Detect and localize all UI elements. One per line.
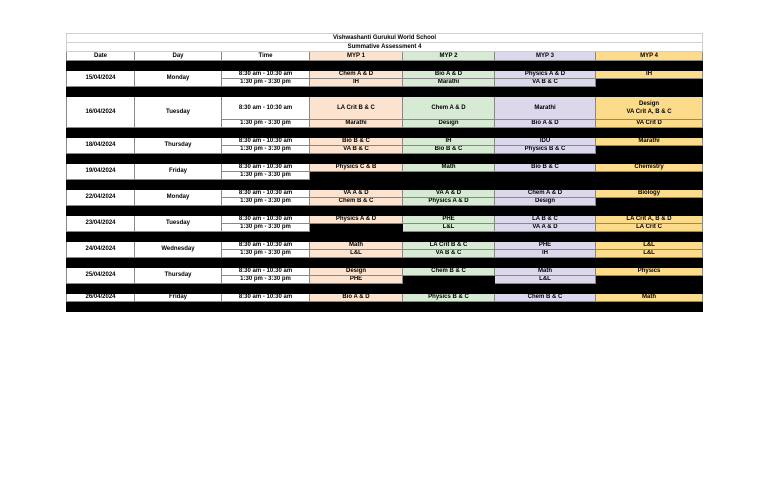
empty-cell — [596, 276, 703, 284]
exam-cell: Chem A & D — [403, 97, 495, 120]
exam-cell: VA B & C — [310, 146, 403, 154]
exam-cell: Physics A & D — [403, 198, 495, 206]
exam-cell: Biology — [596, 190, 703, 198]
exam-cell: Physics B & C — [495, 146, 596, 154]
exam-cell: L&L — [596, 242, 703, 250]
exam-cell: Design — [403, 120, 495, 128]
empty-cell — [310, 172, 403, 180]
assessment-title: Summative Assessment 4 — [67, 43, 703, 52]
date-cell: 15/04/2024 — [67, 71, 135, 87]
exam-cell: Bio B & C — [495, 164, 596, 172]
exam-cell: VA B & C — [495, 79, 596, 87]
day-cell: Thursday — [135, 138, 222, 154]
day-cell: Wednesday — [135, 242, 222, 258]
exam-cell: Bio A & D — [310, 294, 403, 302]
time-cell: 8:30 am - 10:30 am — [222, 97, 310, 120]
exam-cell: IH — [495, 250, 596, 258]
separator-row — [67, 232, 703, 242]
date-cell: 16/04/2024 — [67, 97, 135, 128]
exam-cell: Physics C & B — [310, 164, 403, 172]
time-cell: 1:30 pm - 3:30 pm — [222, 120, 310, 128]
separator-row — [67, 302, 703, 312]
exam-cell: Physics B & C — [403, 294, 495, 302]
exam-cell: Bio A & D — [495, 120, 596, 128]
table-row — [67, 242, 703, 250]
table-row — [67, 138, 703, 146]
exam-cell: IH — [403, 138, 495, 146]
separator-bar — [67, 61, 703, 71]
empty-cell — [596, 172, 703, 180]
separator-row — [67, 61, 703, 71]
time-cell: 8:30 am - 10:30 am — [222, 242, 310, 250]
exam-cell: LA Crit A, B & D — [596, 216, 703, 224]
header-time: Time — [222, 52, 310, 61]
exam-cell: VA A & D — [310, 190, 403, 198]
time-cell: 8:30 am - 10:30 am — [222, 190, 310, 198]
date-cell: 19/04/2024 — [67, 164, 135, 180]
table-row — [67, 71, 703, 79]
day-cell: Monday — [135, 190, 222, 206]
empty-cell — [403, 276, 495, 284]
table-row — [67, 294, 703, 302]
exam-cell: Chem B & C — [403, 268, 495, 276]
header-myp2: MYP 2 — [403, 52, 495, 61]
table-row — [67, 190, 703, 198]
separator-row — [67, 87, 703, 97]
table-row — [67, 164, 703, 172]
separator-bar — [67, 128, 703, 138]
separator-row — [67, 206, 703, 216]
exam-cell: L&L — [596, 250, 703, 258]
time-cell: 8:30 am - 10:30 am — [222, 138, 310, 146]
exam-cell: Bio A & D — [403, 71, 495, 79]
exam-cell: Chem A & D — [310, 71, 403, 79]
time-cell: 1:30 pm - 3:30 pm — [222, 172, 310, 180]
exam-cell: VA Crit D — [596, 120, 703, 128]
exam-cell: Bio B & C — [310, 138, 403, 146]
time-cell: 1:30 pm - 3:30 pm — [222, 79, 310, 87]
exam-cell: Design — [310, 268, 403, 276]
exam-cell: VA B & C — [403, 250, 495, 258]
title-row — [67, 34, 703, 43]
exam-cell — [596, 97, 703, 120]
separator-bar — [67, 180, 703, 190]
empty-cell — [310, 224, 403, 232]
timetable-sheet — [66, 33, 702, 312]
day-cell: Tuesday — [135, 216, 222, 232]
time-cell: 8:30 am - 10:30 am — [222, 164, 310, 172]
time-cell: 1:30 pm - 3:30 pm — [222, 198, 310, 206]
header-date: Date — [67, 52, 135, 61]
time-cell: 1:30 pm - 3:30 pm — [222, 146, 310, 154]
exam-cell: Chem A & D — [495, 190, 596, 198]
separator-bar — [67, 284, 703, 294]
date-cell: 22/04/2024 — [67, 190, 135, 206]
exam-cell: Math — [310, 242, 403, 250]
exam-cell: Marathi — [403, 79, 495, 87]
exam-cell: Design — [495, 198, 596, 206]
date-cell: 23/04/2024 — [67, 216, 135, 232]
exam-cell: Math — [403, 164, 495, 172]
subtitle-row — [67, 43, 703, 52]
separator-bar — [67, 206, 703, 216]
empty-cell — [596, 198, 703, 206]
exam-cell: Chem B & C — [310, 198, 403, 206]
time-cell: 1:30 pm - 3:30 pm — [222, 224, 310, 232]
exam-cell: Physics A & D — [310, 216, 403, 224]
exam-cell: PHE — [403, 216, 495, 224]
exam-cell: Math — [495, 268, 596, 276]
exam-cell: Physics — [596, 268, 703, 276]
exam-cell: LA Crit B & C — [403, 242, 495, 250]
exam-cell: Physics A & D — [495, 71, 596, 79]
date-cell: 25/04/2024 — [67, 268, 135, 284]
header-row — [67, 52, 703, 61]
empty-cell — [403, 172, 495, 180]
header-myp1: MYP 1 — [310, 52, 403, 61]
separator-row — [67, 154, 703, 164]
date-cell: 26/04/2024 — [67, 294, 135, 302]
exam-cell: Bio B & C — [403, 146, 495, 154]
empty-cell — [596, 146, 703, 154]
separator-bar — [67, 232, 703, 242]
exam-cell: PHE — [495, 242, 596, 250]
exam-line: Design — [639, 101, 660, 107]
header-myp4: MYP 4 — [596, 52, 703, 61]
exam-cell: LA B & C — [495, 216, 596, 224]
separator-row — [67, 128, 703, 138]
exam-cell: Chem B & C — [495, 294, 596, 302]
day-cell: Tuesday — [135, 97, 222, 128]
timetable — [66, 33, 703, 312]
exam-cell: PHE — [310, 276, 403, 284]
exam-cell: IH — [596, 71, 703, 79]
separator-row — [67, 180, 703, 190]
empty-cell — [596, 79, 703, 87]
exam-cell: Marathi — [596, 138, 703, 146]
day-cell: Thursday — [135, 268, 222, 284]
school-name: Vishwashanti Gurukul World School — [67, 34, 703, 43]
exam-cell: VA A & D — [403, 190, 495, 198]
date-cell: 18/04/2024 — [67, 138, 135, 154]
time-cell: 8:30 am - 10:30 am — [222, 294, 310, 302]
separator-row — [67, 284, 703, 294]
day-cell: Friday — [135, 294, 222, 302]
exam-cell: IH — [310, 79, 403, 87]
exam-cell: L&L — [403, 224, 495, 232]
exam-cell: L&L — [495, 276, 596, 284]
timetable-body — [67, 34, 703, 312]
exam-cell: Marathi — [310, 120, 403, 128]
time-cell: 8:30 am - 10:30 am — [222, 216, 310, 224]
exam-cell: Math — [596, 294, 703, 302]
exam-cell: LA Crit B & C — [310, 97, 403, 120]
time-cell: 1:30 pm - 3:30 pm — [222, 276, 310, 284]
day-cell: Monday — [135, 71, 222, 87]
table-row — [67, 268, 703, 276]
exam-cell: Chemistry — [596, 164, 703, 172]
time-cell: 1:30 pm - 3:30 pm — [222, 250, 310, 258]
exam-line: VA Crit A, B & C — [626, 109, 672, 115]
separator-bar — [67, 258, 703, 268]
header-myp3: MYP 3 — [495, 52, 596, 61]
exam-cell: LA Crit C — [596, 224, 703, 232]
date-cell: 24/04/2024 — [67, 242, 135, 258]
day-cell: Friday — [135, 164, 222, 180]
empty-cell — [495, 172, 596, 180]
header-day: Day — [135, 52, 222, 61]
separator-bar — [67, 87, 703, 97]
separator-bar — [67, 302, 703, 312]
time-cell: 8:30 am - 10:30 am — [222, 268, 310, 276]
separator-bar — [67, 154, 703, 164]
exam-cell: Marathi — [495, 97, 596, 120]
time-cell: 8:30 am - 10:30 am — [222, 71, 310, 79]
table-row — [67, 216, 703, 224]
exam-cell: L&L — [310, 250, 403, 258]
table-row — [67, 97, 703, 120]
separator-row — [67, 258, 703, 268]
exam-cell: IDU — [495, 138, 596, 146]
exam-cell: VA A & D — [495, 224, 596, 232]
